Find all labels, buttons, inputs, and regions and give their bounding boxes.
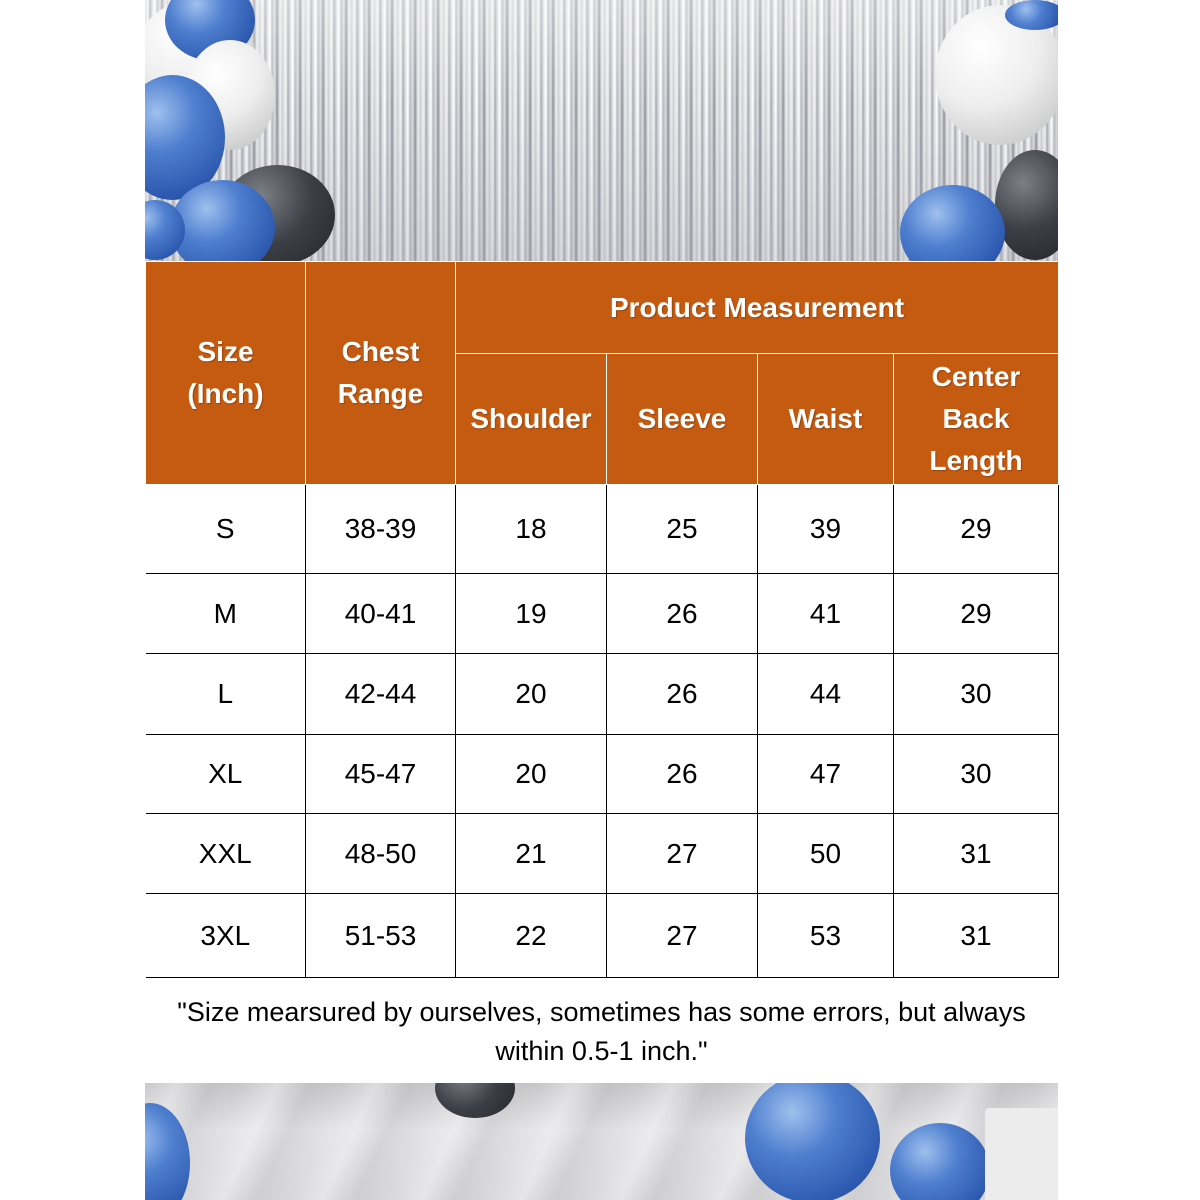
cell-chest: 40-41 (306, 574, 456, 654)
table-row (146, 894, 1059, 978)
cell-sleeve: 26 (607, 654, 758, 735)
header-center-back-length (894, 354, 1059, 485)
header-sleeve: Sleeve (607, 354, 758, 485)
cell-waist: 41 (758, 574, 894, 654)
cell-chest: 48-50 (306, 814, 456, 894)
table-row (146, 485, 1059, 574)
cell-waist: 44 (758, 654, 894, 735)
header-waist: Waist (758, 354, 894, 485)
decorative-photo-bottom (145, 1083, 1058, 1200)
cell-shoulder: 18 (456, 485, 607, 574)
table-row (146, 735, 1059, 814)
cell-shoulder: 22 (456, 894, 607, 978)
cell-shoulder: 20 (456, 735, 607, 814)
cell-size: XXL (146, 814, 306, 894)
cell-shoulder: 21 (456, 814, 607, 894)
cell-sleeve: 27 (607, 894, 758, 978)
cell-sleeve: 26 (607, 574, 758, 654)
cell-length: 31 (894, 894, 1059, 978)
balloon-blue (745, 1083, 880, 1200)
cell-sleeve: 26 (607, 735, 758, 814)
table-row (146, 814, 1059, 894)
cell-waist: 39 (758, 485, 894, 574)
cell-length: 29 (894, 574, 1059, 654)
cell-chest: 45-47 (306, 735, 456, 814)
cell-chest: 42-44 (306, 654, 456, 735)
cell-waist: 53 (758, 894, 894, 978)
cell-chest: 38-39 (306, 485, 456, 574)
cell-size: 3XL (146, 894, 306, 978)
cell-size: M (146, 574, 306, 654)
cell-sleeve: 25 (607, 485, 758, 574)
table-row (146, 654, 1059, 735)
header-chest-label: Chest Range (337, 336, 424, 409)
header-shoulder: Shoulder (456, 354, 607, 485)
cell-length: 31 (894, 814, 1059, 894)
cell-size: S (146, 485, 306, 574)
cell-length: 30 (894, 654, 1059, 735)
cell-sleeve: 27 (607, 814, 758, 894)
measurement-note: "Size mearsured by ourselves, sometimes has some errors, but always within 0.5-1 inch." (177, 997, 1026, 1066)
header-size-label: Size (Inch) (187, 336, 264, 409)
cell-waist: 50 (758, 814, 894, 894)
decorative-photo-top (145, 0, 1058, 261)
header-center-back-length-label: Center Back Length (929, 361, 1023, 476)
cell-size: L (146, 654, 306, 735)
balloon-blue (1005, 0, 1058, 30)
cell-chest: 51-53 (306, 894, 456, 978)
header-product-measurement: Product Measurement (456, 262, 1059, 354)
cell-shoulder: 20 (456, 654, 607, 735)
header-chest-range (306, 262, 456, 485)
header-size (146, 262, 306, 485)
gift-box (985, 1108, 1058, 1200)
cell-length: 30 (894, 735, 1059, 814)
size-chart-table (145, 261, 1059, 978)
cell-shoulder: 19 (456, 574, 607, 654)
table-row (146, 574, 1059, 654)
cell-length: 29 (894, 485, 1059, 574)
cell-size: XL (146, 735, 306, 814)
cell-waist: 47 (758, 735, 894, 814)
